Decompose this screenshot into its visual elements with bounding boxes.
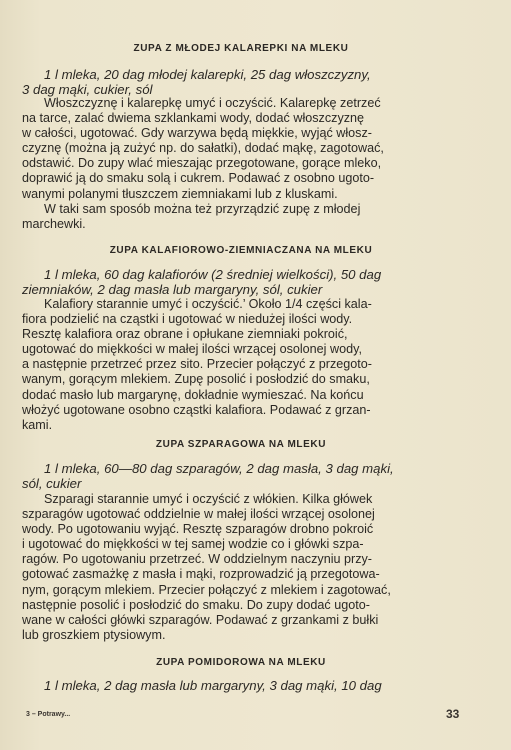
paragraph-line: dodać masło lub margarynę, dokładnie wymieszać. Na końcu [22, 387, 364, 402]
ingredients-line: 3 dag mąki, cukier, sól [22, 82, 153, 98]
ingredients-line: 1 l mleka, 60 dag kalafiorów (2 średniej wielkości), 50 dag [44, 267, 382, 282]
ingredients-line: 1 l mleka, 60—80 dag szparagów, 2 dag masła, 3 dag mąki, [44, 461, 394, 476]
paragraph-line: czyznę (można ją zużyć np. do sałatki), dodać mąkę, zagotować, [22, 141, 384, 156]
paragraph-line: i ugotować do miękkości w tej samej wodzie co i główki szpa- [22, 537, 364, 552]
paragraph-line: kami. [22, 417, 53, 432]
paragraph-line: gotować zasmażkę z masła i mąki, rozprowadzić ją przegotowa- [22, 567, 380, 582]
paragraph-line: marchewki. [22, 217, 86, 232]
paragraph-line: ugotować do miękkości w małej ilości wrzącej osolonej wody, [22, 342, 362, 357]
recipe-title: ZUPA POMIDOROWA NA MLEKU [156, 657, 326, 668]
ingredients-line: ziemniaków, 2 dag masła lub margaryny, sól, cukier [22, 282, 323, 298]
paragraph-line: szparagów ugotować oddzielnie w małej ilości wrzącej osolonej [22, 507, 375, 522]
paragraph-line: wanym, gorącym mlekiem. Zupę posolić i posłodzić do smaku, [22, 372, 370, 387]
recipe-ingredients [22, 67, 460, 97]
recipe-ingredients [22, 461, 460, 491]
paragraph-line: doprawić ją do smaku solą i cukrem. Podawać z osobno ugoto- [22, 171, 375, 186]
footer-signature: 3 – Potrawy... [26, 711, 71, 718]
paragraph-line: wody. Po ugotowaniu wyjąć. Resztę szparagów drobno pokroić [22, 522, 374, 537]
paragraph-line: Włoszczyznę i kalarepkę umyć i oczyścić. Kalarepkę zetrzeć [44, 96, 381, 110]
paragraph-line: odstawić. Do zupy wlać mieszając przegotowane, gorące mleko, [22, 156, 382, 171]
paragraph-line: Szparagi starannie umyć i oczyścić z włókien. Kilka główek [44, 492, 373, 506]
paragraph-line: Resztę kalafiora oraz obrane i opłukane ziemniaki pokroić, [22, 327, 348, 342]
recipe-title: ZUPA SZPARAGOWA NA MLEKU [155, 439, 327, 450]
recipe-paragraph [22, 96, 460, 202]
paragraph-line: na tarce, zalać dwiema szklankami wody, dodać włoszczyznę [22, 111, 365, 126]
paragraph-line: włożyć ugotowane osobno cząstki kalafiora. Podawać z grzan- [22, 402, 371, 417]
recipe-title: ZUPA KALAFIOROWO-ZIEMNIACZANA NA MLEKU [109, 245, 373, 256]
paragraph-line: wane w całości główki szparagów. Podawać z grzankami z bułki [22, 612, 379, 627]
paragraph-line: lub groszkiem ptysiowym. [22, 627, 166, 642]
paragraph-line: Kalafiory starannie umyć i oczyścić.’ Około 1/4 części kala- [44, 297, 372, 311]
paragraph-line: nym, gorącym mlekiem. Przecier połączyć z mlekiem i zagotować, [22, 582, 391, 597]
paragraph-line: następnie posolić i posłodzić do smaku. Do zupy dodać ugoto- [22, 597, 370, 612]
ingredients-line: 1 l mleka, 2 dag masła lub margaryny, 3 dag mąki, 10 dag [44, 678, 382, 693]
paragraph-line: a następnie przetrzeć przez sito. Przecier połączyć z przegoto- [22, 357, 372, 372]
recipe-ingredients [22, 267, 460, 297]
ingredients-line: sól, cukier [22, 476, 82, 492]
paragraph-line: w całości, ugotować. Gdy warzywa będą miękkie, wyjąć włosz- [22, 126, 372, 141]
recipe-paragraph [22, 202, 460, 232]
recipe-ingredients [22, 678, 460, 693]
recipe-paragraph [22, 297, 460, 433]
paragraph-line: W taki sam sposób można też przyrządzić zupę z młodej [44, 202, 361, 216]
paragraph-line: fiora podzielić na cząstki i ugotować w niedużej ilości wody. [22, 312, 353, 327]
paragraph-line: wanymi polanymi tłuszczem ziemniakami lub z kluskami. [22, 186, 338, 201]
page-number: 33 [446, 707, 460, 721]
recipe-title: ZUPA Z MŁODEJ KALAREPKI NA MLEKU [133, 43, 349, 54]
recipe-paragraph [22, 492, 460, 643]
paragraph-line: ragów. Po ugotowaniu przetrzeć. W oddzielnym naczyniu przy- [22, 552, 372, 567]
ingredients-line: 1 l mleka, 20 dag młodej kalarepki, 25 dag włoszczyzny, [44, 67, 371, 82]
